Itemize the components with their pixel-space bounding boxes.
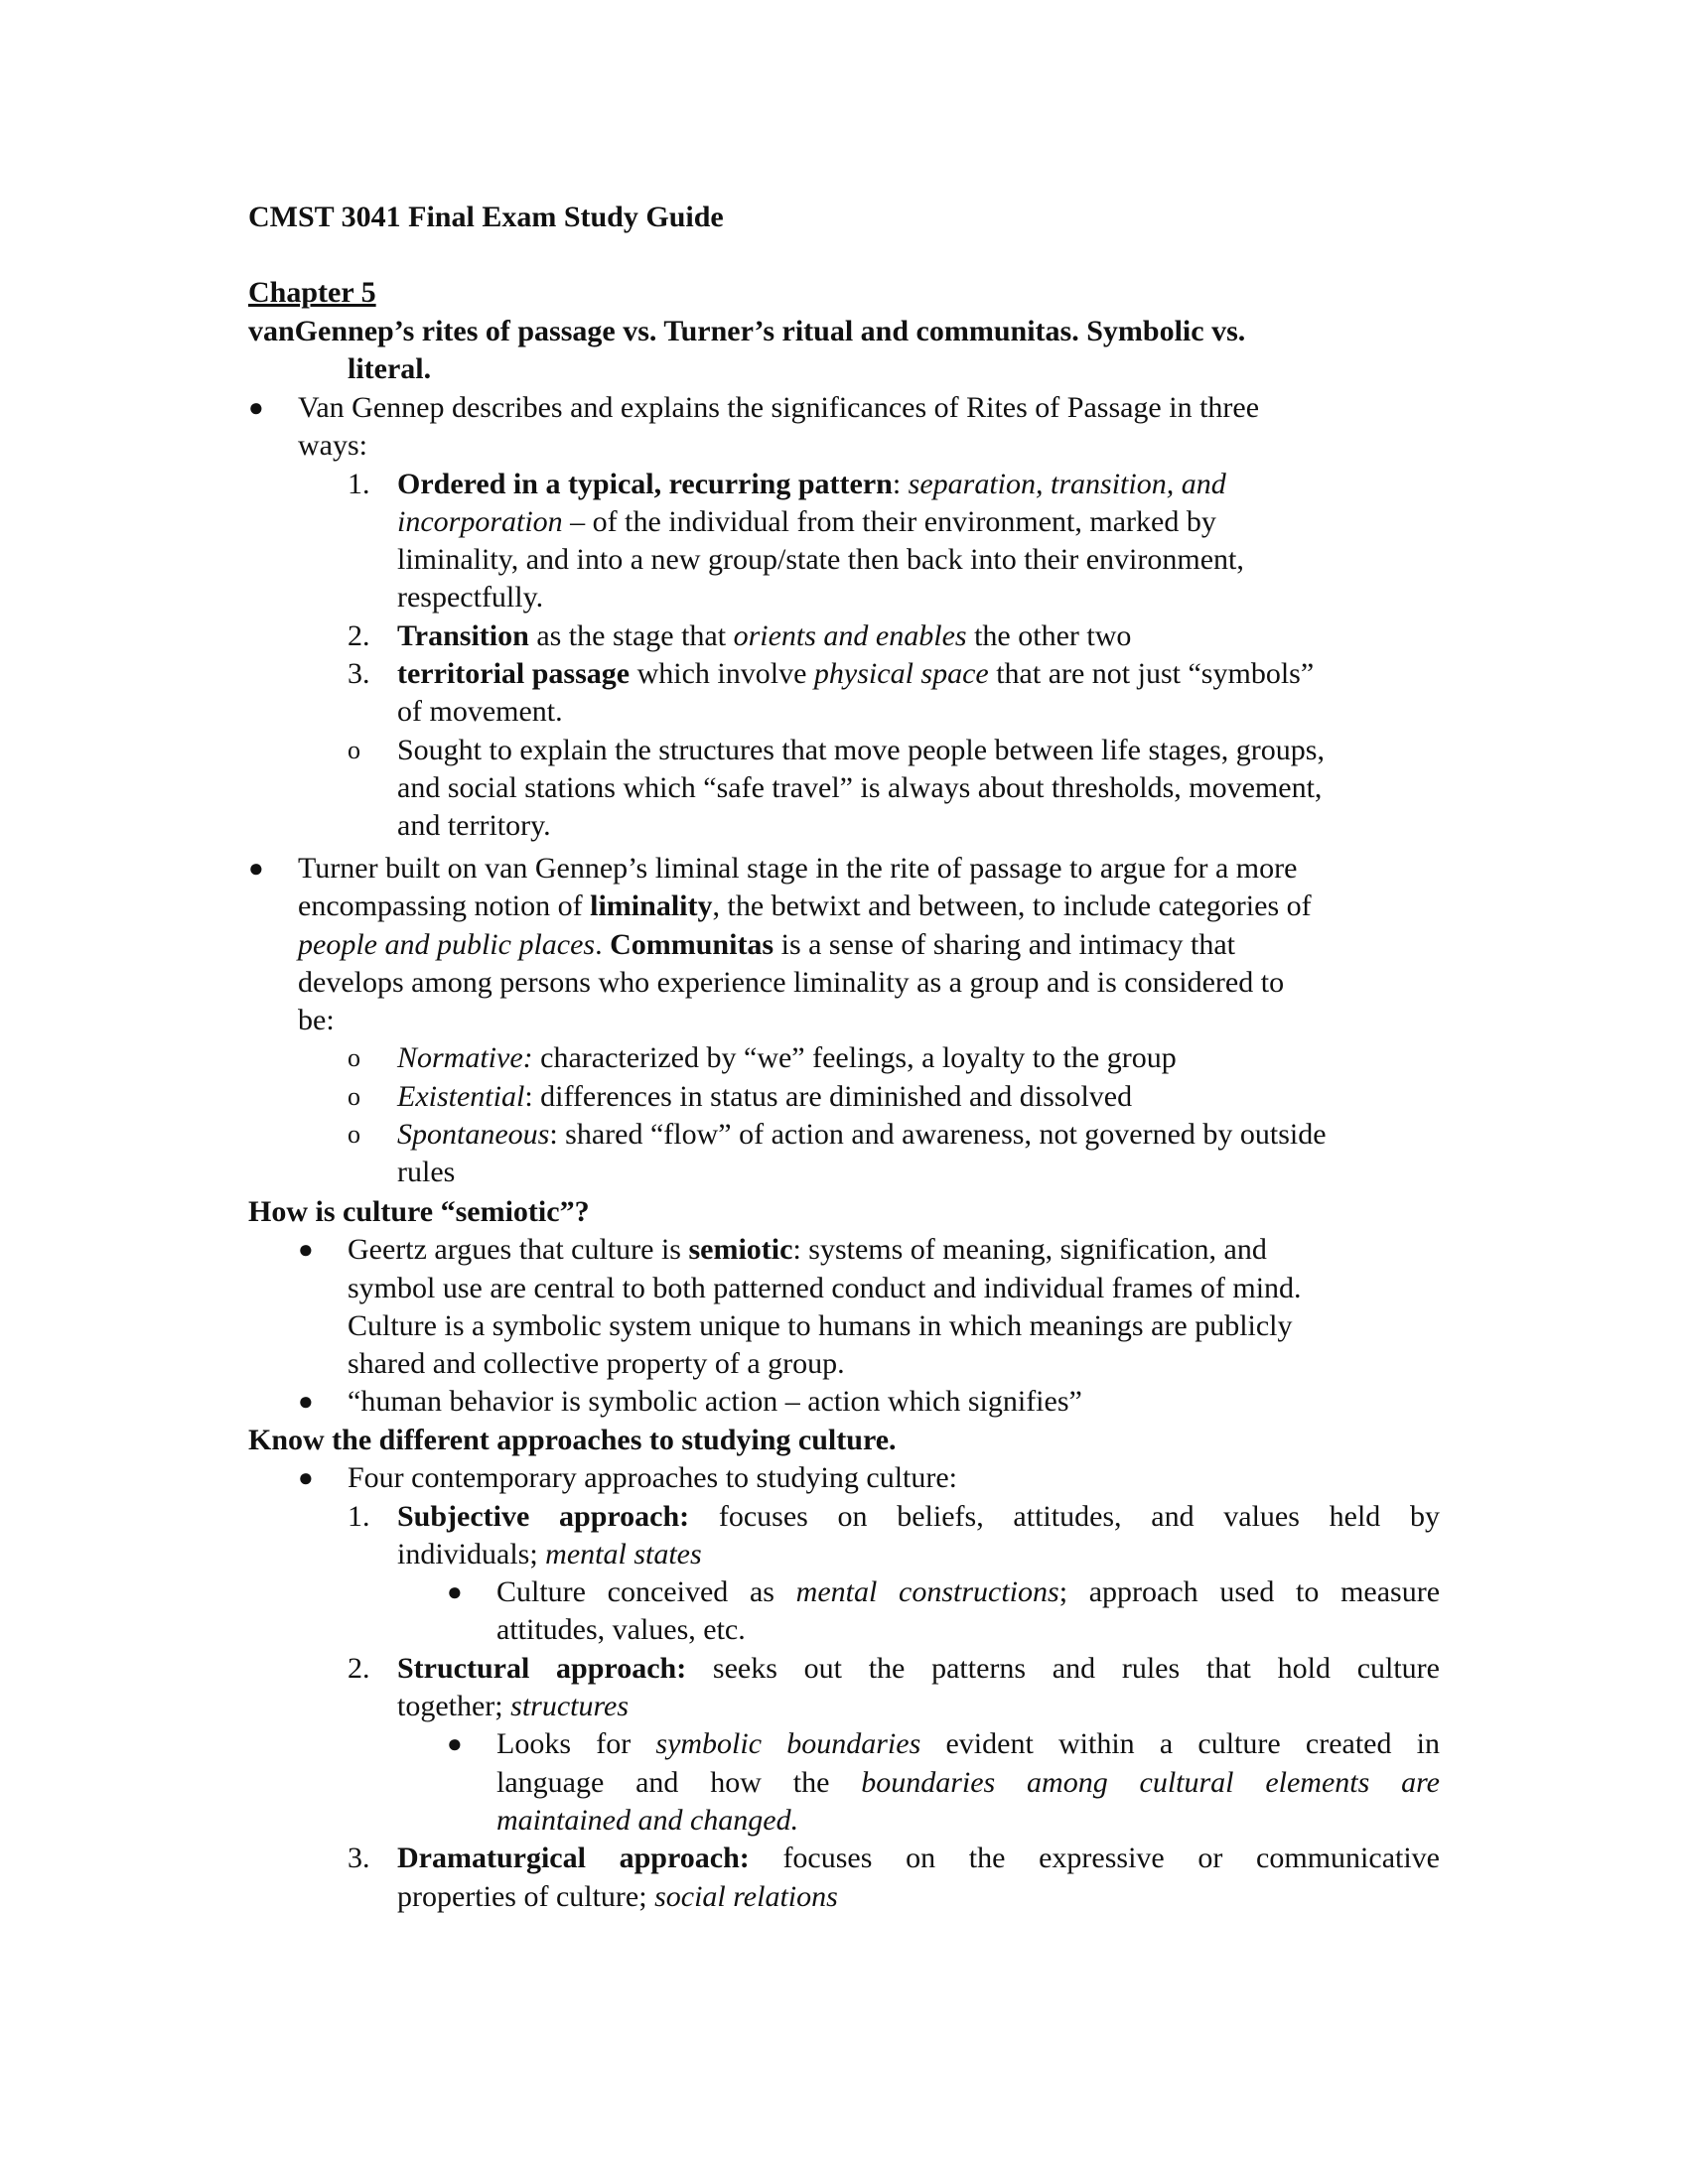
- sub-bullet-normative: [248, 1039, 1440, 1077]
- item-line: attitudes, values, etc.: [496, 1613, 746, 1647]
- item-text: the other two: [966, 618, 1132, 652]
- item-bold: Transition: [397, 618, 529, 652]
- bullet-text: [248, 887, 1440, 925]
- approach-subjective-sub: [248, 1573, 1440, 1650]
- item-italic: boundaries among cultural elements are: [861, 1765, 1440, 1799]
- bullet-geertz: [248, 1231, 1440, 1269]
- bullet-marker: ●: [248, 854, 264, 883]
- item-bold: Ordered in a typical, recurring pattern: [397, 467, 893, 500]
- item-text: focuses on the expressive or communicative: [749, 1842, 1440, 1875]
- list-item-line: liminality, and into a new group/state then back into their environment,: [397, 543, 1244, 577]
- item-text: encompassing notion of: [298, 889, 591, 923]
- list-item-line: respectfully.: [397, 581, 544, 614]
- bullet-text: symbol use are central to both patterned conduct and individual frames of mind.: [348, 1271, 1302, 1304]
- bullet-van-gennep: [248, 389, 1440, 846]
- item-bold: Communitas: [610, 927, 774, 961]
- bullet-marker: ●: [447, 1729, 463, 1759]
- list-item-line: [248, 503, 1440, 541]
- item-text: : systems of meaning, signification, and: [792, 1233, 1267, 1267]
- item-italic: separation, transition, and: [908, 467, 1226, 500]
- item-italic: social relations: [654, 1879, 838, 1913]
- item-text: individuals;: [397, 1537, 546, 1570]
- item-text: , the betwixt and between, to include categories of: [712, 889, 1312, 923]
- sub-bullet-spontaneous: [248, 1116, 1440, 1154]
- sub-bullet-marker: o: [348, 1120, 360, 1150]
- item-text: which involve: [630, 657, 814, 691]
- item-text: is a sense of sharing and intimacy that: [774, 927, 1235, 961]
- item-text: language and how the: [496, 1765, 862, 1799]
- chapter-heading: Chapter 5: [248, 276, 376, 309]
- item-line: [397, 1840, 1440, 1877]
- item-line: [496, 1802, 1440, 1840]
- item-bold: Structural approach:: [397, 1651, 687, 1685]
- item-text: Sought to explain the structures that move people between life stages, groups,: [397, 733, 1325, 766]
- item-text: properties of culture;: [397, 1879, 655, 1913]
- sub-bullet-structures: [248, 732, 1440, 769]
- item-line: [496, 1764, 1440, 1802]
- item-text: that are not just “symbols”: [988, 657, 1315, 691]
- item-text: Four contemporary approaches to studying culture:: [348, 1461, 958, 1495]
- approach-dramaturgical: [248, 1840, 1440, 1916]
- item-text: seeks out the patterns and rules that hold culture: [686, 1651, 1440, 1685]
- section-approaches: [248, 1422, 1440, 1916]
- bullet-text: develops among persons who experience liminality as a group and is considered to: [298, 965, 1285, 999]
- list-number: 1.: [348, 467, 370, 500]
- bullet-marker: ●: [298, 1235, 314, 1265]
- item-bold: liminality: [590, 889, 713, 923]
- item-italic: symbolic boundaries: [655, 1727, 921, 1761]
- item-text: as the stage that: [528, 618, 734, 652]
- bullet-marker: ●: [447, 1577, 463, 1607]
- item-italic: orients and enables: [733, 618, 967, 652]
- item-text: Culture conceived as: [496, 1575, 796, 1609]
- bullet-text: Turner built on van Gennep’s liminal stage in the rite of passage to argue for a more: [298, 852, 1298, 885]
- list-number: 1.: [348, 1499, 370, 1533]
- item-bold: Subjective approach:: [397, 1499, 690, 1533]
- item-italic: Normative:: [397, 1041, 533, 1075]
- list-item-line: of movement.: [397, 695, 563, 729]
- section-semiotic: [248, 1193, 1440, 1422]
- item-italic: Existential: [397, 1079, 525, 1113]
- approach-structural: [248, 1650, 1440, 1726]
- item-italic: incorporation: [397, 504, 563, 538]
- item-line: [496, 1573, 1440, 1611]
- approach-subjective: [248, 1498, 1440, 1574]
- item-text: together;: [397, 1690, 511, 1723]
- item-italic: mental constructions: [795, 1575, 1059, 1609]
- item-text: : shared “flow” of action and awareness, not governed by outside: [549, 1118, 1327, 1152]
- item-text: Geertz argues that culture is: [348, 1233, 689, 1267]
- item-line: [397, 1878, 1440, 1916]
- heading-line: literal.: [348, 352, 432, 386]
- bullet-text: ways:: [298, 429, 367, 463]
- list-item-transition: [248, 617, 1440, 655]
- item-italic: Spontaneous: [397, 1118, 550, 1152]
- list-item-ordered-pattern: [248, 466, 1440, 503]
- bullet-text: [248, 926, 1440, 964]
- heading-line: vanGennep’s rites of passage vs. Turner’s ritual and communitas. Symbolic vs.: [248, 315, 1246, 347]
- item-text: – of the individual from their environment, marked by: [562, 504, 1216, 538]
- bullet-four-approaches: [248, 1459, 1440, 1497]
- section-heading: Know the different approaches to studying culture.: [248, 1424, 897, 1456]
- item-bold: semiotic: [688, 1233, 793, 1267]
- item-text: ; approach used to measure: [1058, 1575, 1441, 1609]
- item-italic: physical space: [813, 657, 989, 691]
- sub-bullet-existential: [248, 1078, 1440, 1116]
- item-line: [397, 1498, 1440, 1536]
- bullet-marker: ●: [298, 1463, 314, 1493]
- item-text: :: [892, 467, 909, 500]
- item-text: evident within a culture created in: [920, 1727, 1441, 1761]
- item-text: .: [595, 927, 611, 961]
- bullet-turner: [248, 850, 1440, 1192]
- approach-structural-sub: [248, 1725, 1440, 1840]
- bullet-text: Van Gennep describes and explains the significances of Rites of Passage in three: [298, 391, 1260, 424]
- sub-bullet-marker: o: [348, 1081, 360, 1111]
- sub-bullet-marker: o: [348, 1043, 360, 1073]
- section-heading-rites: [248, 313, 1440, 389]
- document-title: CMST 3041 Final Exam Study Guide: [248, 201, 724, 233]
- item-line: [397, 1536, 1440, 1573]
- list-number: 2.: [348, 1651, 370, 1685]
- section-heading: How is culture “semiotic”?: [248, 1195, 590, 1228]
- item-text: “human behavior is symbolic action – action which signifies”: [348, 1385, 1082, 1419]
- bullet-marker: ●: [248, 393, 264, 422]
- list-item-line: and social stations which “safe travel” is always about thresholds, movement,: [397, 770, 1323, 804]
- bullet-text: be:: [298, 1004, 335, 1037]
- item-italic: maintained and changed.: [496, 1803, 799, 1837]
- item-text: characterized by “we” feelings, a loyalty to the group: [532, 1041, 1177, 1075]
- list-item-line: and territory.: [397, 809, 551, 843]
- item-line: [397, 1688, 1440, 1725]
- bullet-text: Culture is a symbolic system unique to humans in which meanings are publicly: [348, 1308, 1293, 1342]
- bullet-marker: ●: [298, 1387, 314, 1417]
- item-text: focuses on beliefs, attitudes, and values held by: [689, 1499, 1440, 1533]
- item-text: : differences in status are diminished and dissolved: [524, 1079, 1133, 1113]
- item-bold: Dramaturgical approach:: [397, 1842, 750, 1875]
- item-text: Looks for: [496, 1727, 656, 1761]
- item-italic: mental states: [545, 1537, 702, 1570]
- sub-bullet-marker: o: [348, 735, 360, 764]
- bullet-text: shared and collective property of a group.: [348, 1347, 845, 1381]
- item-line: [397, 1650, 1440, 1688]
- list-item-line: rules: [397, 1156, 456, 1189]
- list-number: 3.: [348, 1842, 370, 1875]
- list-number: 3.: [348, 657, 370, 691]
- item-bold: territorial passage: [397, 657, 631, 691]
- list-item-territorial: [248, 655, 1440, 693]
- item-italic: structures: [510, 1690, 630, 1723]
- list-number: 2.: [348, 618, 370, 652]
- item-italic: people and public places: [298, 927, 596, 961]
- item-line: [496, 1725, 1440, 1763]
- bullet-human-behavior: [248, 1383, 1440, 1421]
